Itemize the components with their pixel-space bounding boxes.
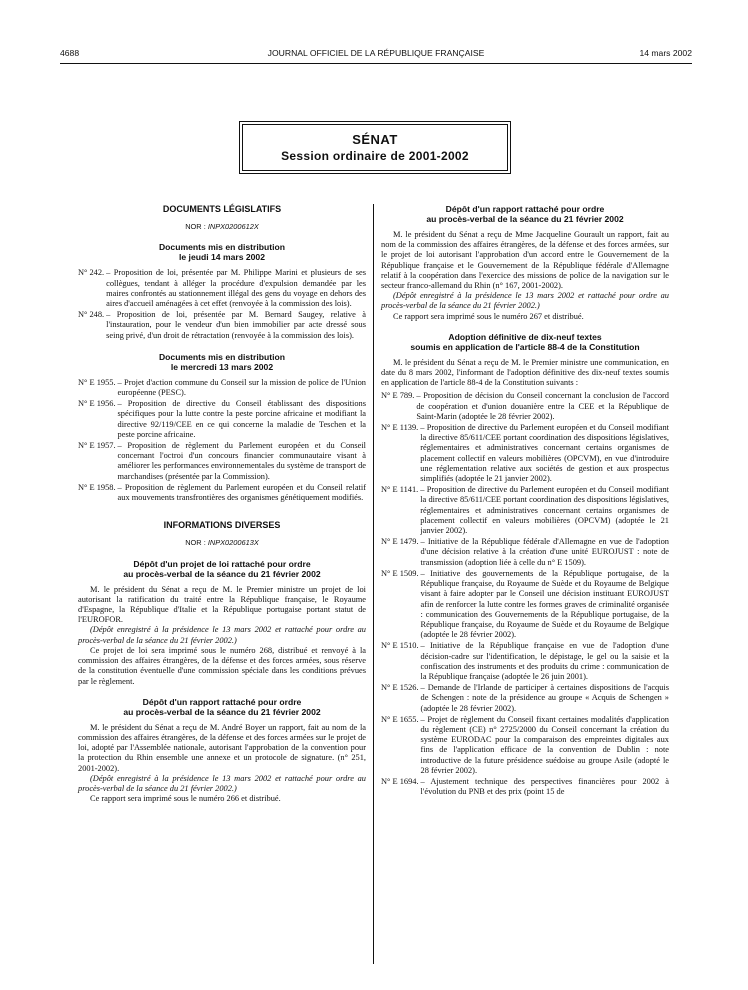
item-number: N° E 1479. [381,537,419,547]
paragraph: Ce rapport sera imprimé sous le numéro 267 et distribué. [393,311,584,321]
item-text: – Proposition de règlement du Parlement européen et du Conseil concernant l'octroi d'un concours financier communautaire visant à améliorer les performances environnementales du système de transport de marchandises (présentée par la Commission). [117,441,366,481]
list-item [381,777,669,797]
page-number: 4688 [60,48,80,58]
item-text: – Proposition de directive du Parlement européen et du Conseil modifiant la directive 85/611/CEE portant coordination des dispositions législatives, réglementaires et administratives concernant certains organismes de placement collectif en valeurs mobilières (OPCVM), en vue d'introduire une réglementation relative aux sociétés de gestion et aux prospectus simplifiés (adoptée le 21 janvier 2002). [420,423,669,484]
item-text: – Proposition de loi, présentée par M. Philippe Marini et plusieurs de ses collègues, tendant à alléger la procédure d'expulsion demandée par les maires confrontés au stationnement illégal des gens du voyage en dehors des aires d'accueil aménagées à cet effet (renvoyée à la commission des lois). [106,268,366,309]
list-item [381,537,669,568]
list-item [78,378,366,398]
list-item [78,268,366,309]
list-item [381,391,669,422]
list-item [78,483,366,503]
item-number: N° E 1510. [381,641,419,651]
item-number: N° E 1955. [78,377,116,387]
subheading-line: Dépôt d'un projet de loi rattaché pour ordre [133,558,311,569]
item-number: N° 248. [78,310,105,320]
list-item [381,641,669,682]
nor-code: INPX0200612X [207,222,259,232]
senate-title: SÉNAT [352,132,398,147]
item-text: – Demande de l'Irlande de participer à certaines dispositions de l'acquis de Schengen : note de la présidence au groupe « Acquis de Schengen » (adoptée le 28 février 2002). [420,683,669,713]
list-item [381,485,669,536]
nor-label: NOR : [185,538,208,548]
list-item [381,715,669,776]
paragraph: M. le président du Sénat a reçu de Mme Jacqueline Gourault un rapport, fait au nom de la commission des affaires étrangères, de la défense et des forces armées, sur le projet de loi autorisant l'approbation d'un accord entre le Gouvernement de la République française et le Gouvernement de la République fédérale d'Allemagne relatif à la coopération dans l'exercice des missions de police de la navigation sur le secteur franco-allemand du Rhin (n° 167, 2001-2002). [381,230,669,291]
subheading-line: au procès-verbal de la séance du 21 février 2002 [123,568,321,579]
subheading-line: Documents mis en distribution [158,242,286,253]
item-number: N° 242. [78,268,105,278]
list-item [381,683,669,714]
section-heading: INFORMATIONS DIVERSES [163,520,281,531]
list-item [381,569,669,640]
item-text: – Proposition de décision du Conseil concernant la conclusion de l'accord de coopération et d'union douanière entre la CEE et la République de Saint-Marin (adoptée le 28 février 2002). [416,391,669,421]
left-column [78,204,366,804]
list-item [78,399,366,440]
column-divider [373,204,374,964]
item-text: – Proposition de règlement du Parlement européen et du Conseil relatif aux mouvements transfrontières des organismes génétiquement modifiés. [117,482,366,503]
page-header [60,48,692,62]
item-text: – Proposition de directive du Parlement européen et du Conseil modifiant la directive 85/611/CEE portant coordination des dispositions législatives, réglementaires et administratives concernant certains organismes de placement collectif en valeurs mobilières (OPCVM) (adoptée le 21 janvier 2002). [420,485,669,536]
item-text: – Projet de règlement du Conseil fixant certaines modalités d'application du règlement (CE) n° 2725/2000 du Conseil concernant la création du système EURODAC pour la comparaison des empreintes digitales aux fins de l'application efficace de la convention de Dublin : note introductive de la future présidence suédoise au groupe Asile (adopté le 28 février 2002). [420,714,669,775]
nor-reference [78,222,366,232]
item-text: – Proposition de directive du Conseil établissant des dispositions spécifiques pour la lutte contre la peste porcine africaine et modifiant la directive 92/119/CEE en ce qui concerne la maladie de Teschen et la peste porcine africaine. [117,399,366,439]
subheading-line: Dépôt d'un rapport rattaché pour ordre [445,204,605,214]
deposit-note: (Dépôt enregistré à la présidence le 13 mars 2002 et rattaché pour ordre au procès-verbal de la séance du 21 février 2002.) [381,291,669,311]
item-number: N° E 789. [381,391,415,401]
subheading-line: au procès-verbal de la séance du 21 février 2002 [426,214,624,224]
item-text: – Initiative de la République fédérale d'Allemagne en vue de l'adoption d'une décision relative à la création d'une unité EUROJUST : note de transmission (adoption liée à celle du n° E 1509). [420,537,669,567]
item-number: N° E 1139. [381,423,419,433]
list-item [381,423,669,484]
journal-title: JOURNAL OFFICIEL DE LA RÉPUBLIQUE FRANÇAISE [267,48,485,58]
item-text: – Initiative de la République française en vue de l'adoption d'une décision-cadre sur l'identification, le dépistage, le gel ou la saisie et la confiscation des instruments et des produits du crime : communication de la République française (adoptée le 26 juin 2001). [420,641,669,681]
right-column [381,204,669,798]
paragraph: M. le président du Sénat a reçu de M. André Boyer un rapport, fait au nom de la commission des affaires étrangères, de la défense et des forces armées sur le projet de loi, adopté par l'Assemblée nationale, autorisant l'approbation de la convention pour la protection du Rhin ensemble une annexe et un protocole de signature. (n° 251, 2001-2002). [78,722,366,773]
nor-code: INPX0200613X [207,538,259,548]
deposit-note: (Dépôt enregistré à la présidence le 13 mars 2002 et rattaché pour ordre au procès-verbal de la séance du 21 février 2002.) [78,773,366,793]
header-rule [60,63,692,64]
nor-label: NOR : [185,222,208,232]
subheading-line: Adoption définitive de dix-neuf textes [448,331,602,342]
item-text: – Projet d'action commune du Conseil sur la mission de police de l'Union européenne (PESC). [117,377,366,398]
senate-title-box [242,124,508,171]
paragraph: Ce rapport sera imprimé sous le numéro 266 et distribué. [90,794,281,804]
session-title: Session ordinaire de 2001-2002 [281,149,469,163]
subheading-line: Documents mis en distribution [158,351,286,362]
subheading [381,204,669,224]
section-heading: DOCUMENTS LÉGISLATIFS [162,204,282,214]
subheading-line: soumis en application de l'article 88-4 de la Constitution [410,341,640,352]
item-number: N° E 1957. [78,441,116,451]
item-text: – Proposition de loi, présentée par M. Bernard Saugey, relative à l'instauration, pour le vendeur d'un bien immobilier par acte dressé sous seing privé, d'un droit de rétractation (renvoyée à la commission des lois). [106,310,366,340]
subheading-line: le jeudi 14 mars 2002 [179,252,265,263]
item-number: N° E 1958. [78,482,116,492]
subheading [78,559,366,579]
issue-date: 14 mars 2002 [639,48,692,58]
subheading [78,242,366,262]
subheading-line: le mercredi 13 mars 2002 [170,361,274,372]
list-item [78,310,366,341]
nor-reference [78,538,366,548]
item-number: N° E 1694. [381,776,419,786]
deposit-note: (Dépôt enregistré à la présidence le 13 mars 2002 et rattaché pour ordre au procès-verbal de la séance du 21 février 2002.) [78,625,366,645]
list-item [78,441,366,482]
item-number: N° E 1655. [381,714,419,724]
subheading [78,697,366,717]
item-number: N° E 1509. [381,568,419,578]
item-number: N° E 1141. [381,485,419,495]
paragraph: Ce projet de loi sera imprimé sous le numéro 268, distribué et renvoyé à la commission des affaires étrangères, de la défense et des forces armées, sous réserve de la constitution éventuelle d'une commission spéciale dans les conditions prévues par le règlement. [78,645,366,686]
subheading [381,332,669,352]
item-text: – Initiative des gouvernements de la République portugaise, de la République française, du Royaume de Suède et du Royaume de Belgique visant à faire adopter par le Conseil une décision instituant EUROJUST afin de renforcer la lutte contre les formes graves de criminalité organisée : communication des Gouvernements de la République portugaise, de la République française, du Royaume de Suède et du Royaume de Belgique (adoptée le 28 février 2002). [420,568,669,640]
paragraph: M. le président du Sénat a reçu de M. le Premier ministre un projet de loi autorisant la ratification du traité entre la République française, le Royaume d'Espagne, la République d'Italie et la République portugaise portant statut de l'EUROFOR. [78,584,366,625]
item-number: N° E 1526. [381,683,419,693]
subheading-line: au procès-verbal de la séance du 21 février 2002 [123,706,321,717]
item-number: N° E 1956. [78,399,116,409]
paragraph: M. le président du Sénat a reçu de M. le Premier ministre une communication, en date du 8 mars 2002, l'informant de l'adoption définitive des dix-neuf textes soumis en application de l'article 88-4 de la Constitution suivants : [381,357,669,388]
subheading [78,352,366,372]
subheading-line: Dépôt d'un rapport rattaché pour ordre [142,696,302,707]
item-text: – Ajustement technique des perspectives financières pour 2002 à l'évolution du PNB et des prix (point 15 de [420,776,669,797]
